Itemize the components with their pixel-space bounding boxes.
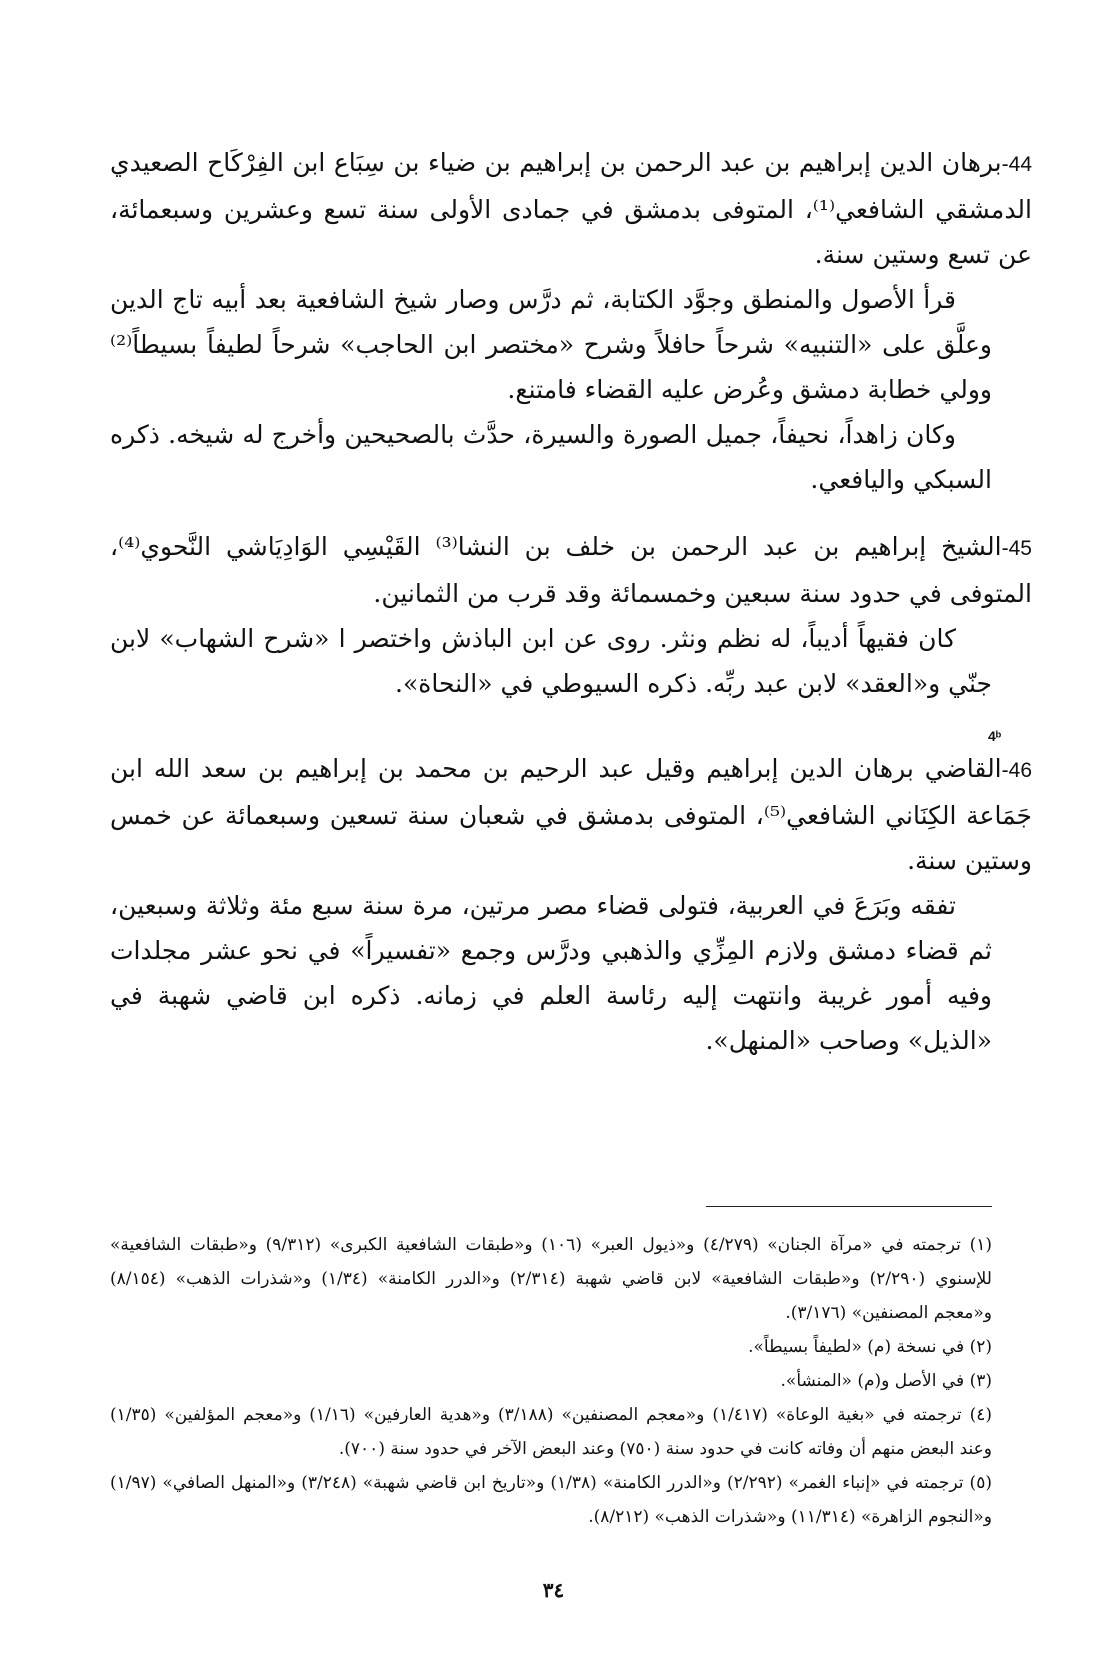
footnote-separator — [706, 1206, 992, 1207]
entry-44-paragraph-2: قرأ الأصول والمنطق وجوَّد الكتابة، ثم درَّس وصار شيخ الشافعية بعد أبيه تاج الدين وعلَّق على «التنبيه» شرحاً حافلاً وشرح «مختصر ابن الحاجب» شرحاً لطيفاً بسيطاً⁽²⁾ وولي خطابة دمشق وعُرض عليه القضاء فامتنع. — [110, 285, 992, 404]
entry-45-paragraph-1: الشيخ إبراهيم بن عبد الرحمن بن خلف بن النشا⁽³⁾ القَيْسِي الوَادِيَاشي النَّحوي⁽⁴⁾، المتوفى في حدود سنة سبعين وخمسمائة وقد قرب من الثمانين. — [110, 532, 1032, 608]
entry-46-paragraph-2: تفقه وبَرَعَ في العربية، فتولى قضاء مصر مرتين، مرة سنة سبع مئة وثلاثة وسبعين، ثم قضاء دمشق ولازم المِزِّي والذهبي ودرَّس وجمع «تفسيراً» في نحو عشر مجلدات وفيه أمور غريبة وانتهت إليه رئاسة العلم في زمانه. ذكره ابن قاضي شهبة في «الذيل» وصاحب «المنهل». — [110, 891, 992, 1055]
entry-45-paragraph-2: كان فقيهاً أديباً، له نظم ونثر. روى عن ابن الباذش واختصر ا «شرح الشهاب» لابن جنّي و«العقد» لابن عبد ربِّه. ذكره السيوطي في «النحاة». — [110, 624, 992, 698]
footnote-1: (١) ترجمته في «مرآة الجنان» (٤/٢٧٩) و«ذيول العبر» (١٠٦) و«طبقات الشافعية الكبرى» (٩/٣١٢) و«طبقات الشافعية» للإسنوي (٢/٢٩٠) و«طبقات الشافعية» لابن قاضي شهبة (٢/٣١٤) و«الدرر الكامنة» (١/٣٤) و«شذرات الذهب» (٨/١٥٤) و«معجم المصنفين» (٣/١٧٦). — [110, 1235, 992, 1323]
footnote-4: (٤) ترجمته في «بغية الوعاة» (١/٤١٧) و«معجم المصنفين» (٣/١٨٨) و«هدية العارفين» (١/١٦) و«معجم المؤلفين» (١/٣٥) وعند البعض منهم أن وفاته كانت في حدود سنة (٧٥٠) وعند البعض الآخر في حدود سنة (٧٠٠). — [110, 1405, 992, 1459]
entry-44-paragraph-1: برهان الدين إبراهيم بن عبد الرحمن بن إبراهيم بن ضياء بن سِبَاع ابن الفِرْكَاح الصعيدي الدمشقي الشافعي⁽¹⁾، المتوفى بدمشق في جمادى الأولى سنة تسع وعشرين وسبعمائة، عن تسع وستين سنة. — [110, 148, 1032, 269]
entry-45-heading — [110, 524, 1032, 616]
entry-number: 45- — [1001, 537, 1032, 560]
footnotes — [110, 1228, 992, 1534]
entry-46-paragraph-1: القاضي برهان الدين إبراهيم وقيل عبد الرحيم بن محمد بن إبراهيم بن سعد الله ابن جَمَاعة الكِنَاني الشافعي⁽⁵⁾، المتوفى بدمشق في شعبان سنة تسعين وسبعمائة عن خمس وستين سنة. — [110, 754, 1032, 875]
entry-44-paragraph-3: وكان زاهداً، نحيفاً، جميل الصورة والسيرة، حدَّث بالصحيحين وأخرج له شيخه. ذكره السبكي واليافعي. — [110, 420, 992, 494]
entry-45 — [110, 524, 1032, 706]
footnote-5: (٥) ترجمته في «إنباء الغمر» (٢/٢٩٢) و«الدرر الكامنة» (١/٣٨) و«تاريخ ابن قاضي شهبة» (٣/٢٤٨) و«المنهل الصافي» (١/٩٧) و«النجوم الزاهرة» (١١/٣١٤) و«شذرات الذهب» (٨/٢١٢). — [110, 1473, 992, 1527]
entry-44 — [110, 140, 1032, 502]
entry-number: 44- — [1001, 153, 1032, 176]
entry-44-heading — [110, 140, 1032, 277]
entry-46 — [110, 746, 1032, 1063]
footnote-2: (٢) في نسخة (م) «لطيفاً بسيطاً». — [748, 1337, 992, 1357]
entry-number: 46- — [1001, 759, 1032, 782]
footnote-3: (٣) في الأصل و(م) «المنشأ». — [780, 1371, 992, 1391]
page-number: ٣٤ — [542, 1578, 565, 1602]
margin-mark: 4ᵇ — [988, 728, 1002, 744]
entry-46-heading — [110, 746, 1032, 883]
